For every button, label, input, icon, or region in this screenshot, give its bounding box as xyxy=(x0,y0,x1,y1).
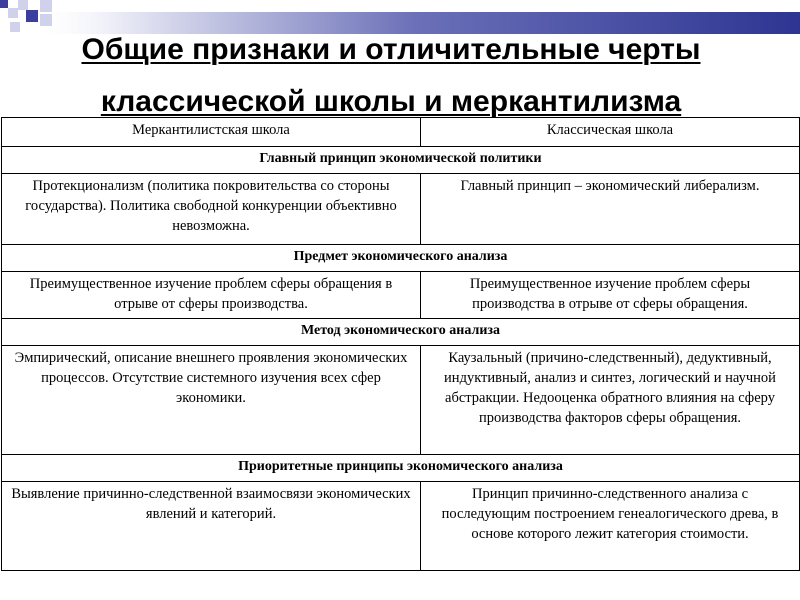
cell-mercantilism-subject: Преимущественное изучение проблем сферы обращения в отрыве от сферы производства. xyxy=(2,272,421,319)
section-row xyxy=(2,245,800,272)
cell-classical-method: Каузальный (причино-следственный), дедуктивный, индуктивный, анализ и синтез, логический и научной абстракции. Недооценка обратного влияния на сферу производства факторов сферы обращения. xyxy=(421,346,800,455)
table-row xyxy=(2,272,800,319)
cell-classical-principles: Принцип причинно-следственного анализа с последующим построением генеалогического древа, в основе которого лежит категория стоимости. xyxy=(421,482,800,571)
section-title-policy: Главный принцип экономической политики xyxy=(2,147,800,174)
table-header-row xyxy=(2,118,800,147)
section-title-subject: Предмет экономического анализа xyxy=(2,245,800,272)
section-row xyxy=(2,319,800,346)
section-title-principles: Приоритетные принципы экономического анализа xyxy=(2,455,800,482)
slide-title xyxy=(0,24,800,128)
table-row xyxy=(2,174,800,245)
cell-mercantilism-method: Эмпирический, описание внешнего проявления экономических процессов. Отсутствие системного изучения всех сфер экономики. xyxy=(2,346,421,455)
table-row xyxy=(2,482,800,571)
column-header-mercantilism: Меркантилистская школа xyxy=(2,118,421,147)
cell-classical-subject: Преимущественное изучение проблем сферы производства в отрыве от сферы обращения. xyxy=(421,272,800,319)
section-row xyxy=(2,455,800,482)
comparison-table xyxy=(1,117,800,571)
cell-mercantilism-principles: Выявление причинно-следственной взаимосвязи экономических явлений и категорий. xyxy=(2,482,421,571)
table-row xyxy=(2,346,800,455)
cell-classical-policy: Главный принцип – экономический либерализм. xyxy=(421,174,800,245)
title-line-1: Общие признаки и отличительные черты xyxy=(81,33,701,66)
cell-mercantilism-policy: Протекционализм (политика покровительства со стороны государства). Политика свободной конкуренции объективно невозможна. xyxy=(2,174,421,245)
column-header-classical: Классическая школа xyxy=(421,118,800,147)
section-title-method: Метод экономического анализа xyxy=(2,319,800,346)
section-row xyxy=(2,147,800,174)
title-line-2: классической школы и меркантилизма xyxy=(100,85,682,118)
